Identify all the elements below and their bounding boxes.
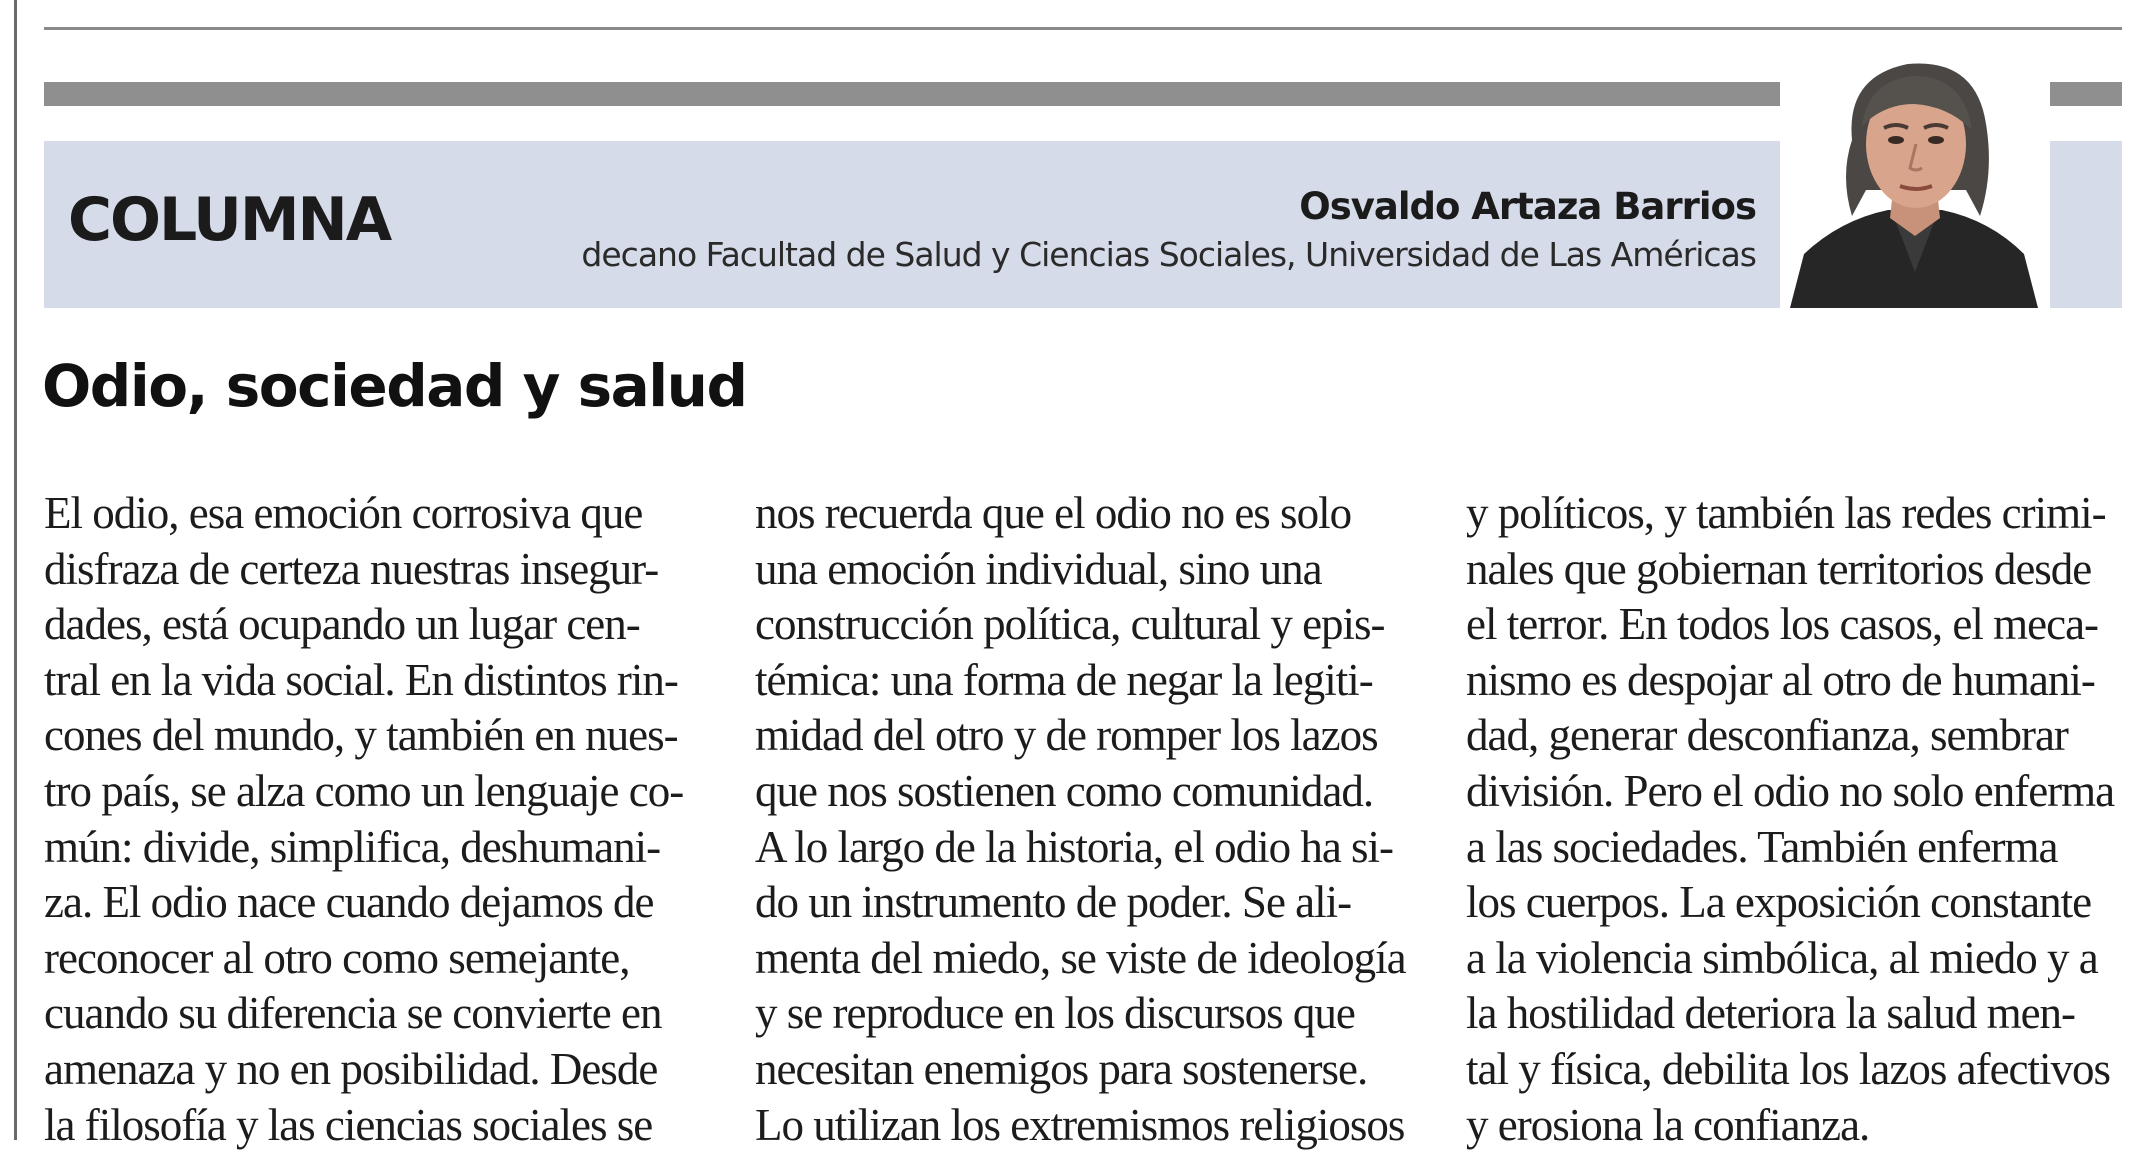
- text-line: tro país, se alza como un lenguaje co-: [44, 765, 684, 816]
- text-line: el terror. En todos los casos, el meca-: [1466, 599, 2099, 650]
- text-line: cones del mundo, y también en nues-: [44, 710, 678, 761]
- author-name: Osvaldo Artaza Barrios: [1299, 185, 1756, 228]
- text-line: menta del miedo, se viste de ideología: [755, 932, 1406, 983]
- section-label: COLUMNA: [68, 185, 391, 255]
- text-line: midad del otro y de romper los lazos: [755, 710, 1378, 761]
- text-line: a la violencia simbólica, al miedo y a: [1466, 932, 2098, 983]
- text-line: necesitan enemigos para sostenerse.: [755, 1043, 1368, 1094]
- text-line: za. El odio nace cuando dejamos de: [44, 877, 654, 928]
- text-line: cuando su diferencia se convierte en: [44, 988, 662, 1039]
- text-line: la hostilidad deteriora la salud men-: [1466, 988, 2076, 1039]
- text-line: nos recuerda que el odio no es solo: [755, 488, 1352, 538]
- author-photo: [1780, 40, 2050, 308]
- article-column-2: [755, 486, 1435, 1153]
- text-line: dades, está ocupando un lugar cen-: [44, 599, 640, 650]
- author-portrait-illustration: [1780, 40, 2050, 308]
- text-line: construcción política, cultural y epis-: [755, 599, 1385, 650]
- text-line: disfraza de certeza nuestras insegur-: [44, 543, 659, 594]
- text-line: los cuerpos. La exposición constante: [1466, 877, 2092, 928]
- text-line: nales que gobiernan territorios desde: [1466, 543, 2092, 594]
- article-column-1: [44, 486, 724, 1153]
- text-line: la filosofía y las ciencias sociales se: [44, 1099, 653, 1150]
- text-line: amenaza y no en posibilidad. Desde: [44, 1043, 658, 1094]
- top-rule: [44, 27, 2122, 30]
- author-role: decano Facultad de Salud y Ciencias Sociales, Universidad de Las Américas: [581, 235, 1756, 274]
- text-line: y se reproduce en los discursos que: [755, 988, 1355, 1039]
- text-line: tal y física, debilita los lazos afectivos: [1466, 1043, 2111, 1094]
- text-line: una emoción individual, sino una: [755, 543, 1322, 594]
- text-line: El odio, esa emoción corrosiva que: [44, 488, 643, 538]
- left-margin-rule: [14, 0, 17, 1140]
- text-line: témica: una forma de negar la legiti-: [755, 654, 1373, 705]
- text-line: dad, generar desconfianza, sembrar: [1466, 710, 2068, 761]
- text-line: nismo es despojar al otro de humani-: [1466, 654, 2095, 705]
- text-line: A lo largo de la historia, el odio ha si-: [755, 821, 1394, 872]
- text-line: tral en la vida social. En distintos rin-: [44, 654, 678, 705]
- text-line: división. Pero el odio no solo enferma: [1466, 765, 2115, 816]
- text-line: y erosiona la confianza.: [1466, 1099, 1870, 1150]
- text-line: que nos sostienen como comunidad.: [755, 765, 1374, 816]
- text-line: Lo utilizan los extremismos religiosos: [755, 1099, 1405, 1150]
- text-line: y políticos, y también las redes crimi-: [1466, 488, 2106, 538]
- text-line: a las sociedades. También enferma: [1466, 821, 2058, 872]
- article-title: Odio, sociedad y salud: [42, 352, 747, 420]
- text-line: do un instrumento de poder. Se ali-: [755, 877, 1352, 928]
- article-column-3: [1466, 486, 2146, 1153]
- text-line: mún: divide, simplifica, deshumani-: [44, 821, 661, 872]
- text-line: reconocer al otro como semejante,: [44, 932, 630, 983]
